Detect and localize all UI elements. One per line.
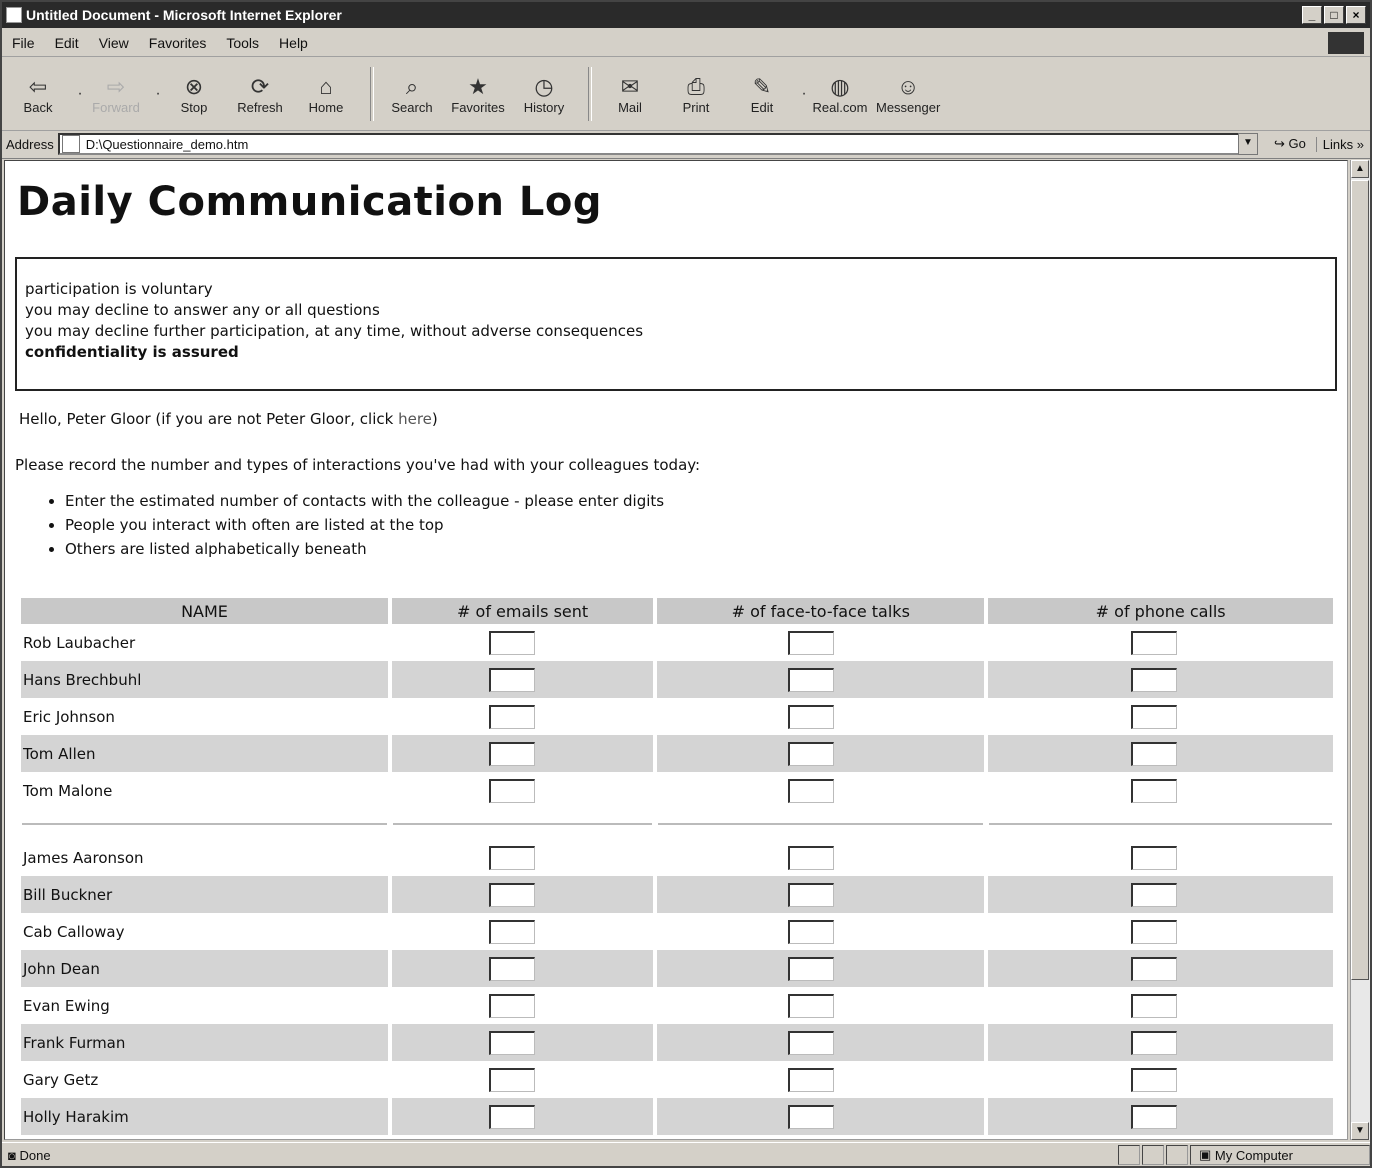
menu-tools[interactable]: Tools xyxy=(226,35,260,51)
divider-cell xyxy=(392,809,653,839)
divider-line xyxy=(989,823,1332,825)
table-cell xyxy=(392,772,653,809)
messenger-button[interactable]: ☺ Messenger xyxy=(876,73,941,115)
table-cell xyxy=(988,1024,1333,1061)
home-button[interactable]: ⌂ Home xyxy=(308,73,344,115)
table-cell xyxy=(392,735,653,772)
table-cell xyxy=(657,1024,984,1061)
printer-icon: ⎙ xyxy=(687,73,705,99)
close-button[interactable]: × xyxy=(1346,6,1366,24)
page-icon xyxy=(62,135,80,153)
divider-line xyxy=(22,823,387,825)
vertical-scrollbar[interactable] xyxy=(1350,160,1370,1140)
face-to-face-count-input[interactable] xyxy=(788,920,834,944)
table-cell xyxy=(657,698,984,735)
notice-line: you may decline further participation, at any time, without adverse consequences xyxy=(25,322,644,340)
colleague-name: Evan Ewing xyxy=(23,996,110,1015)
column-header-name: NAME xyxy=(21,598,388,624)
phone-calls-count-input[interactable] xyxy=(1131,920,1177,944)
page-done-icon: ◙ xyxy=(8,1147,16,1163)
edit-icon: ✎ xyxy=(752,73,772,99)
table-cell xyxy=(392,1061,653,1098)
emails-count-input[interactable] xyxy=(489,668,535,692)
table-cell xyxy=(392,913,653,950)
status-bar xyxy=(2,1142,1370,1167)
stop-button[interactable]: ⊗ Stop xyxy=(180,73,208,115)
ie-app-icon xyxy=(6,7,22,23)
phone-calls-count-input[interactable] xyxy=(1131,631,1177,655)
scroll-up-icon[interactable]: ▲ xyxy=(1351,160,1369,178)
face-to-face-count-input[interactable] xyxy=(788,883,834,907)
search-button[interactable]: ⌕ Search xyxy=(391,73,433,115)
column-header-face-to-face: # of face-to-face talks xyxy=(657,598,984,624)
forward-dropdown-icon[interactable]: · xyxy=(155,85,161,102)
standard-toolbar xyxy=(2,58,1370,131)
table-row xyxy=(21,661,1333,698)
phone-calls-count-input[interactable] xyxy=(1131,1105,1177,1129)
menu-file[interactable]: File xyxy=(12,35,35,51)
address-dropdown-icon[interactable]: ▼ xyxy=(1238,133,1258,155)
emails-count-input[interactable] xyxy=(489,883,535,907)
toolbar-separator xyxy=(588,67,592,121)
divider-cell xyxy=(657,809,984,839)
realcom-button[interactable]: ◍ Real.com xyxy=(812,73,868,115)
phone-calls-count-input[interactable] xyxy=(1131,1031,1177,1055)
windows-logo-throbber xyxy=(1328,32,1364,54)
emails-count-input[interactable] xyxy=(489,742,535,766)
list-item: • People you interact with often are listed at the top xyxy=(65,513,664,537)
table-cell xyxy=(392,661,653,698)
print-button[interactable]: ⎙ Print xyxy=(682,73,710,115)
colleague-name: Tom Allen xyxy=(21,735,388,772)
emails-count-input[interactable] xyxy=(489,994,535,1018)
divider-cell xyxy=(988,809,1333,839)
table-row xyxy=(21,1061,1333,1098)
phone-calls-count-input[interactable] xyxy=(1131,846,1177,870)
colleague-name: Eric Johnson xyxy=(23,707,115,726)
face-to-face-count-input[interactable] xyxy=(788,742,834,766)
phone-calls-count-input[interactable] xyxy=(1131,1068,1177,1092)
emails-count-input[interactable] xyxy=(489,957,535,981)
face-to-face-count-input[interactable] xyxy=(788,631,834,655)
go-button[interactable]: ↪ Go xyxy=(1273,136,1306,151)
address-value: D:\Questionnaire_demo.htm xyxy=(85,136,249,152)
colleague-name: James Aaronson xyxy=(23,848,144,867)
emails-count-input[interactable] xyxy=(489,920,535,944)
edit-dropdown-icon[interactable]: · xyxy=(801,85,807,102)
table-cell xyxy=(392,624,653,661)
menu-help[interactable]: Help xyxy=(279,35,308,51)
table-row xyxy=(21,772,1333,809)
window-controls xyxy=(1302,6,1366,24)
table-cell xyxy=(392,1024,653,1061)
table-cell xyxy=(392,950,653,987)
table-row xyxy=(21,876,1333,913)
back-arrow-icon: ⇦ xyxy=(28,73,48,99)
list-item: • Others are listed alphabetically beneath xyxy=(65,537,664,561)
table-row xyxy=(21,913,1333,950)
table-cell xyxy=(657,876,984,913)
phone-calls-count-input[interactable] xyxy=(1131,742,1177,766)
table-cell xyxy=(392,698,653,735)
colleague-name: Holly Harakim xyxy=(21,1098,388,1135)
table-cell xyxy=(988,876,1333,913)
face-to-face-count-input[interactable] xyxy=(788,957,834,981)
scroll-down-icon[interactable]: ▼ xyxy=(1351,1122,1369,1140)
status-text: ◙ Done xyxy=(8,1147,51,1163)
table-cell xyxy=(988,624,1333,661)
column-header-phone: # of phone calls xyxy=(988,598,1333,624)
emails-count-input[interactable] xyxy=(489,779,535,803)
divider-cell xyxy=(21,809,388,839)
status-panel xyxy=(1142,1145,1164,1165)
table-cell xyxy=(988,1135,1333,1140)
computer-icon: ▣ xyxy=(1199,1147,1212,1162)
emails-count-input[interactable] xyxy=(489,705,535,729)
messenger-icon: ☺ xyxy=(896,73,920,99)
scrollbar-thumb[interactable] xyxy=(1351,180,1369,980)
toolbar-separator xyxy=(370,67,374,121)
edit-button[interactable]: ✎ Edit xyxy=(750,73,774,115)
address-bar xyxy=(2,130,1370,159)
colleague-name: Rob Laubacher xyxy=(23,633,136,652)
address-input[interactable] xyxy=(58,133,1258,155)
table-cell xyxy=(988,1098,1333,1135)
page-content xyxy=(4,160,1348,1140)
table-cell xyxy=(988,698,1333,735)
minimize-button[interactable]: _ xyxy=(1302,6,1322,24)
status-panel xyxy=(1166,1145,1188,1165)
group-divider xyxy=(21,809,1333,839)
links-button[interactable]: Links » xyxy=(1316,137,1370,152)
face-to-face-count-input[interactable] xyxy=(788,1031,834,1055)
consent-notice xyxy=(15,257,1337,391)
table-cell xyxy=(988,987,1333,1024)
table-cell xyxy=(988,913,1333,950)
phone-calls-count-input[interactable] xyxy=(1131,957,1177,981)
table-cell xyxy=(988,1061,1333,1098)
history-icon: ◷ xyxy=(534,73,554,99)
table-cell xyxy=(657,1098,984,1135)
instruction-list xyxy=(15,489,664,561)
greeting: Hello, Peter Gloor (if you are not Peter Gloor, click here) xyxy=(19,410,438,428)
phone-calls-count-input[interactable] xyxy=(1131,668,1177,692)
table-cell xyxy=(988,950,1333,987)
phone-calls-count-input[interactable] xyxy=(1131,883,1177,907)
table-cell xyxy=(392,839,653,876)
face-to-face-count-input[interactable] xyxy=(788,846,834,870)
favorites-button[interactable]: ★ Favorites xyxy=(451,73,505,115)
table-cell xyxy=(988,839,1333,876)
table-row xyxy=(21,735,1333,772)
divider-line xyxy=(393,823,652,825)
table-cell xyxy=(988,772,1333,809)
table-row xyxy=(21,1024,1333,1061)
table-row xyxy=(21,987,1333,1024)
column-header-emails: # of emails sent xyxy=(392,598,653,624)
emails-count-input[interactable] xyxy=(489,846,535,870)
table-cell xyxy=(392,876,653,913)
phone-calls-count-input[interactable] xyxy=(1131,779,1177,803)
status-panel xyxy=(1118,1145,1140,1165)
table-row xyxy=(21,1135,1333,1140)
table-cell xyxy=(392,987,653,1024)
table-cell xyxy=(657,624,984,661)
window-title: Untitled Document - Microsoft Internet Explorer xyxy=(26,7,342,23)
colleague-name: John Dean xyxy=(21,950,388,987)
page-title: Daily Communication Log xyxy=(17,179,602,225)
mail-button[interactable]: ✉ Mail xyxy=(618,73,642,115)
search-icon: ⌕ xyxy=(405,73,419,99)
table-cell xyxy=(392,1135,653,1140)
menu-view[interactable]: View xyxy=(98,35,129,51)
colleague-name: Gary Getz xyxy=(23,1070,99,1089)
forward-button[interactable]: ⇨ Forward xyxy=(92,73,140,115)
emails-count-input[interactable] xyxy=(489,631,535,655)
table-row xyxy=(21,698,1333,735)
maximize-button[interactable]: □ xyxy=(1324,6,1344,24)
title-bar xyxy=(2,2,1370,28)
colleague-name: Tom Malone xyxy=(23,781,113,800)
stop-icon: ⊗ xyxy=(184,73,204,99)
menu-bar xyxy=(2,30,1370,57)
divider-line xyxy=(658,823,983,825)
table-cell xyxy=(392,1098,653,1135)
address-label: Address xyxy=(6,136,54,152)
list-item: • Enter the estimated number of contacts with the colleague - please enter digits xyxy=(65,489,664,513)
home-icon: ⌂ xyxy=(319,73,333,99)
table-row xyxy=(21,1098,1333,1135)
table-cell xyxy=(657,913,984,950)
table-row xyxy=(21,624,1333,661)
table-row xyxy=(21,839,1333,876)
refresh-button[interactable]: ⟳ Refresh xyxy=(237,73,283,115)
face-to-face-count-input[interactable] xyxy=(788,779,834,803)
back-dropdown-icon[interactable]: · xyxy=(77,85,83,102)
instructions: Please record the number and types of interactions you've had with your colleagues today: xyxy=(15,456,701,474)
communication-table xyxy=(17,598,1337,1140)
table-cell xyxy=(988,661,1333,698)
refresh-icon: ⟳ xyxy=(250,73,270,99)
emails-count-input[interactable] xyxy=(489,1105,535,1129)
table-body xyxy=(21,624,1333,1140)
colleague-name xyxy=(21,1135,388,1140)
colleague-name: Cab Calloway xyxy=(23,922,125,941)
not-user-link[interactable]: here xyxy=(398,410,432,428)
face-to-face-count-input[interactable] xyxy=(788,1068,834,1092)
table-cell xyxy=(657,735,984,772)
realcom-icon: ◍ xyxy=(830,73,850,99)
phone-calls-count-input[interactable] xyxy=(1131,705,1177,729)
forward-arrow-icon: ⇨ xyxy=(106,73,126,99)
face-to-face-count-input[interactable] xyxy=(788,994,834,1018)
table-cell xyxy=(657,950,984,987)
table-cell xyxy=(657,1061,984,1098)
emails-count-input[interactable] xyxy=(489,1068,535,1092)
menu-favorites[interactable]: Favorites xyxy=(148,35,207,51)
face-to-face-count-input[interactable] xyxy=(788,668,834,692)
security-zone: ▣ My Computer xyxy=(1190,1145,1370,1165)
colleague-name: Frank Furman xyxy=(21,1024,388,1061)
colleague-name: Bill Buckner xyxy=(21,876,388,913)
mail-icon: ✉ xyxy=(620,73,640,99)
face-to-face-count-input[interactable] xyxy=(788,1105,834,1129)
notice-line-confidentiality: confidentiality is assured xyxy=(25,343,239,361)
menu-edit[interactable]: Edit xyxy=(54,35,79,51)
back-button[interactable]: ⇦ Back xyxy=(23,73,53,115)
table-cell xyxy=(657,661,984,698)
notice-line: participation is voluntary xyxy=(25,280,213,298)
table-cell xyxy=(657,772,984,809)
table-row xyxy=(21,950,1333,987)
history-button[interactable]: ◷ History xyxy=(523,73,565,115)
table-cell xyxy=(657,839,984,876)
favorites-icon: ★ xyxy=(468,73,488,99)
table-cell xyxy=(657,1135,984,1140)
phone-calls-count-input[interactable] xyxy=(1131,994,1177,1018)
colleague-name: Hans Brechbuhl xyxy=(21,661,388,698)
notice-line: you may decline to answer any or all questions xyxy=(25,301,380,319)
emails-count-input[interactable] xyxy=(489,1031,535,1055)
face-to-face-count-input[interactable] xyxy=(788,705,834,729)
table-cell xyxy=(988,735,1333,772)
table-header-row xyxy=(21,598,1333,624)
table-cell xyxy=(657,987,984,1024)
